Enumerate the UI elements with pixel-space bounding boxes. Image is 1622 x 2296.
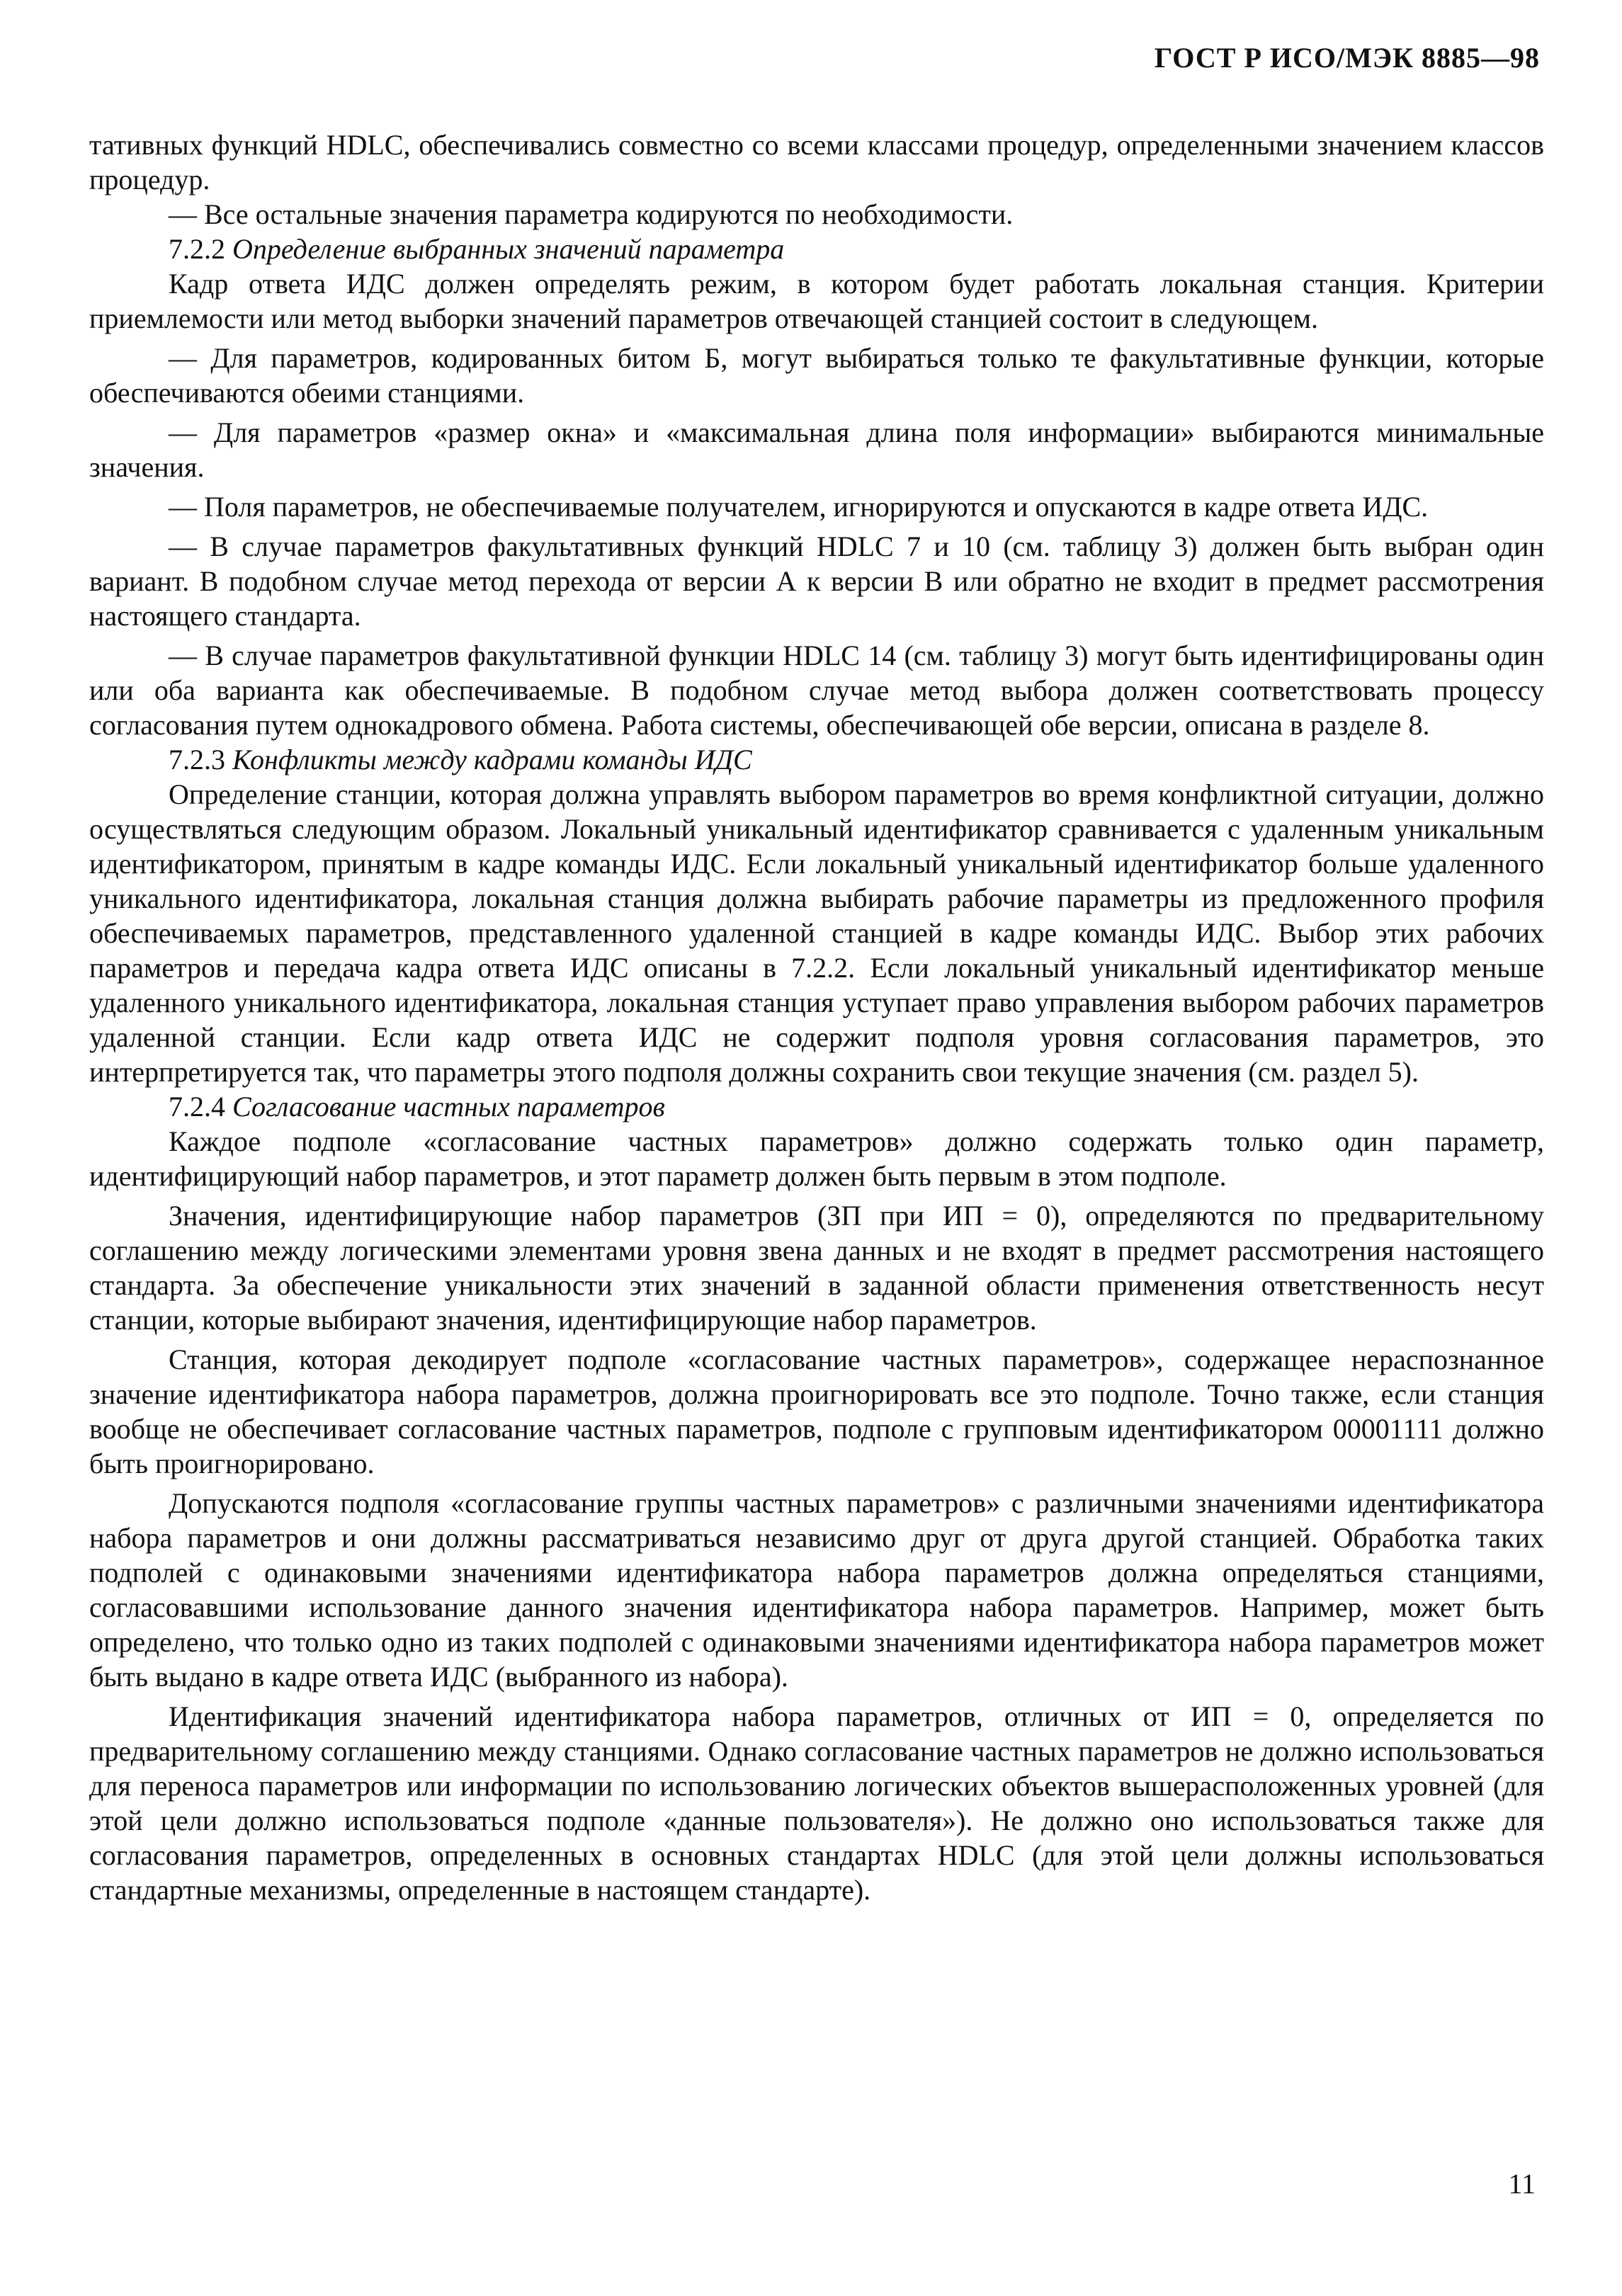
paragraph: тативных функций HDLC, обеспечивались совместно со всеми классами процедур, определенными значением классов процедур. xyxy=(89,129,1544,195)
paragraph: Определение станции, которая должна управлять выбором параметров во время конфликтной ситуации, должно осуществляться следующим образом. Локальный уникальный идентификатор сравнивается с удаленным уникальным идентификатором, принятым в кадре команды ИДС. Если локальный уникальный идентификатор больше удаленного уникального идентификатора, локальная станция должна выбирать рабочие параметры из предложенного профиля обеспечиваемых параметров, представленного удаленной станцией в кадре команды ИДС. Выбор этих рабочих параметров и передача кадра ответа ИДС описаны в 7.2.2. Если локальный уникальный идентификатор меньше удаленного уникального идентификатора, локальная станция уступает право управления выбором рабочих параметров удаленной станции. Если кадр ответа ИДС не содержит подполя уровня согласования параметров, это интерпретируется так, что параметры этого подполя должны сохранить свои текущие значения (см. раздел 5). xyxy=(89,778,1544,1088)
list-item: — Для параметров «размер окна» и «максимальная длина поля информации» выбираются минимальные значения. xyxy=(89,416,1544,483)
section-heading-7-2-2 xyxy=(89,232,1544,266)
list-item: — В случае параметров факультативной функции HDLC 14 (см. таблицу 3) могут быть идентифицированы один или оба варианта как обеспечиваемые. В подобном случае метод выбора должен соответствовать процессу согласования путем однокадрового обмена. Работа системы, обеспечивающей обе версии, описана в разделе 8. xyxy=(89,640,1544,741)
section-heading-7-2-4 xyxy=(89,1089,1544,1124)
list-item: — Все остальные значения параметра кодируются по необходимости. xyxy=(169,198,1014,230)
list-item: — Поля параметров, не обеспечиваемые получателем, игнорируются и опускаются в кадре ответа ИДС. xyxy=(169,491,1429,523)
paragraph: Идентификация значений идентификатора набора параметров, отличных от ИП = 0, определяется по предварительному соглашению между станциями. Однако согласование частных параметров не должно использоваться для переноса параметров или информации по использованию логических объектов вышерасположенных уровней (для этой цели должно использоваться подполе «данные пользователя»). Не должно оно использоваться также для согласования параметров, определенных в основных стандартах HDLC (для этой цели должны использоваться стандартные механизмы, определенные в настоящем стандарте). xyxy=(89,1700,1544,1906)
section-title: Определение выбранных значений параметра xyxy=(232,233,785,265)
section-number: 7.2.3 xyxy=(169,744,225,775)
section-title: Согласование частных параметров xyxy=(232,1091,665,1123)
document-body xyxy=(89,127,1544,1907)
paragraph: Допускаются подполя «согласование группы частных параметров» с различными значениями идентификатора набора параметров и они должны рассматриваться независимо друг от друга другой станцией. Обработка таких подполей с одинаковыми значениями идентификатора набора параметров должна определяться станциями, согласовавшими использование данного значения идентификатора набора параметров. Например, может быть определено, что только одно из таких подполей с одинаковыми значениями идентификатора набора параметров может быть выдано в кадре ответа ИДС (выбранного из набора). xyxy=(89,1487,1544,1693)
list-item: — В случае параметров факультативных функций HDLC 7 и 10 (см. таблицу 3) должен быть выбран один вариант. В подобном случае метод перехода от версии А к версии В или обратно не входит в предмет рассмотрения настоящего стандарта. xyxy=(89,530,1544,632)
document-header: ГОСТ Р ИСО/МЭК 8885—98 xyxy=(1154,42,1540,74)
paragraph: Каждое подполе «согласование частных параметров» должно содержать только один параметр, идентифицирующий набор параметров, и этот параметр должен быть первым в этом подполе. xyxy=(89,1125,1544,1192)
paragraph: Станция, которая декодирует подполе «согласование частных параметров», содержащее нераспознанное значение идентификатора набора параметров, должна проигнорировать все это подполе. Точно также, если станция вообще не обеспечивает согласование частных параметров, подполе с групповым идентификатором 00001111 должно быть проигнорировано. xyxy=(89,1343,1544,1479)
section-number: 7.2.4 xyxy=(169,1091,225,1123)
section-heading-7-2-3 xyxy=(89,742,1544,777)
section-number: 7.2.2 xyxy=(169,233,225,265)
list-item: — Для параметров, кодированных битом Б, могут выбираться только те факультативные функции, которые обеспечиваются обеими станциями. xyxy=(89,342,1544,409)
paragraph: Кадр ответа ИДС должен определять режим, в котором будет работать локальная станция. Критерии приемлемости или метод выборки значений параметров отвечающей станцией состоит в следующем. xyxy=(89,268,1544,334)
paragraph: Значения, идентифицирующие набор параметров (ЗП при ИП = 0), определяются по предварительному соглашению между логическими элементами уровня звена данных и не входят в предмет рассмотрения настоящего стандарта. За обеспечение уникальности этих значений в заданной области применения ответственность несут станции, которые выбирают значения, идентифицирующие набор параметров. xyxy=(89,1200,1544,1336)
page-number: 11 xyxy=(1508,2168,1536,2200)
section-title: Конфликты между кадрами команды ИДС xyxy=(232,744,752,775)
